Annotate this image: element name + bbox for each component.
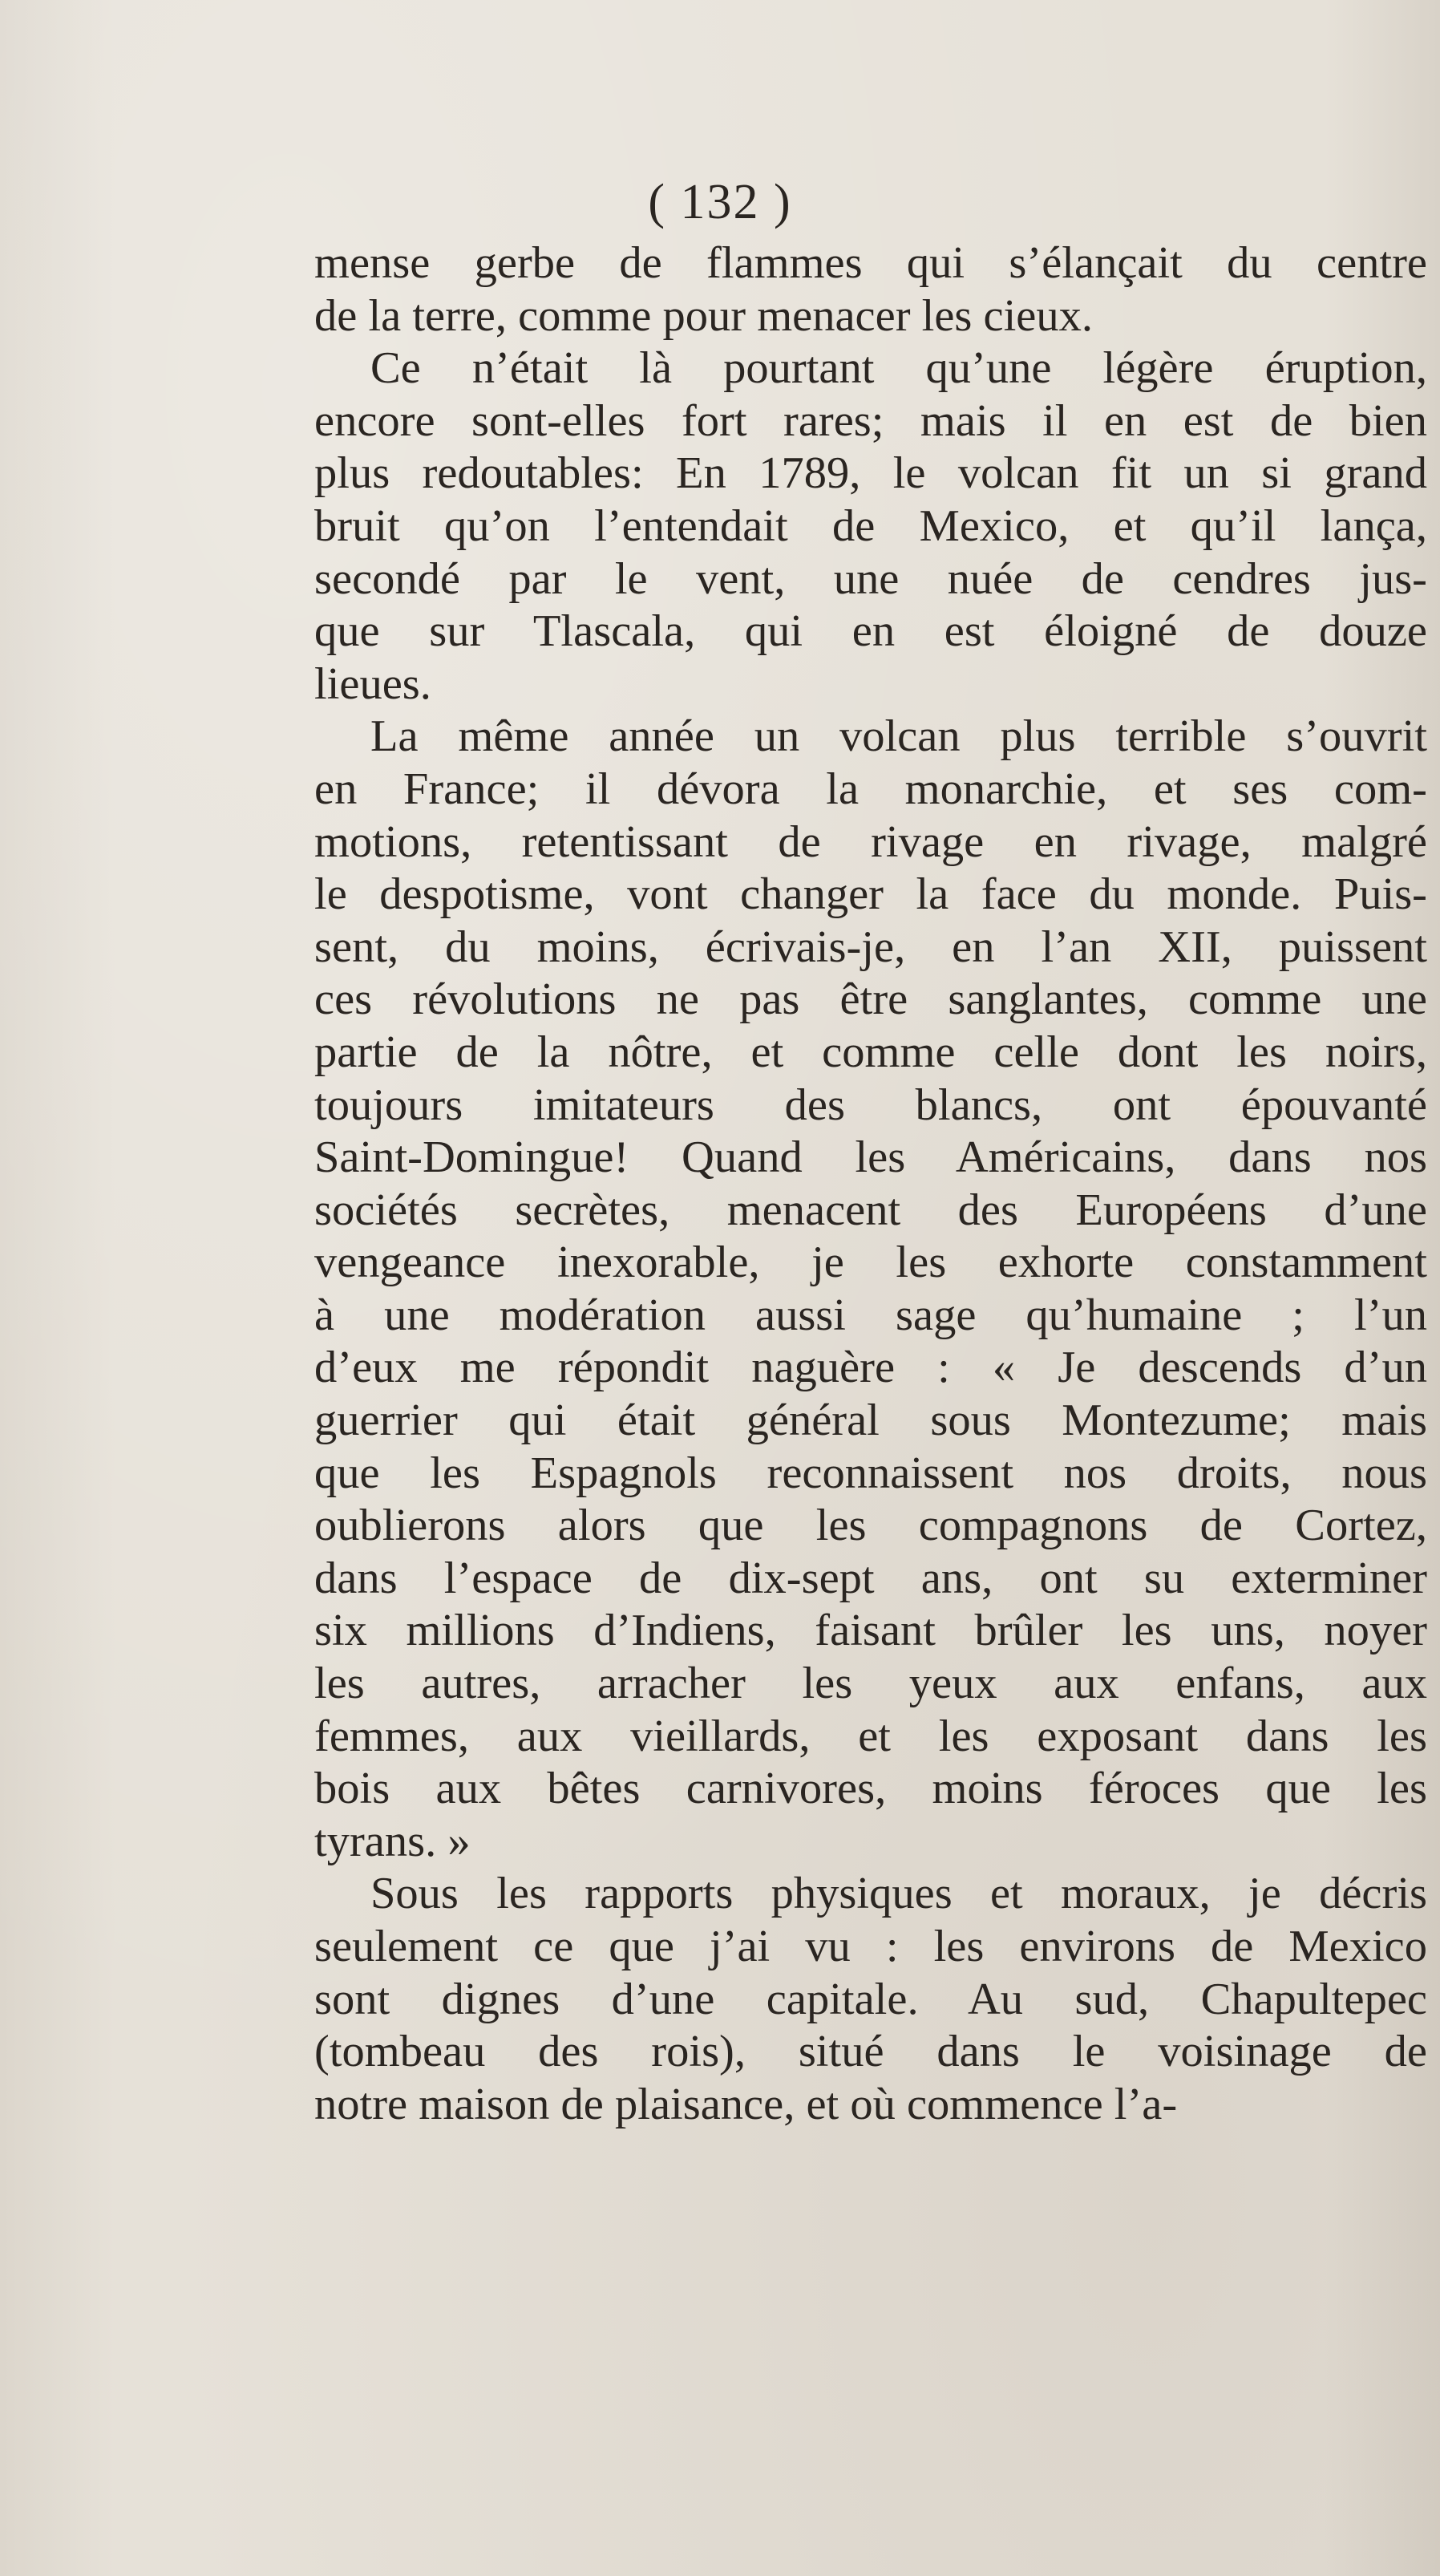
text-line: les autres, arracher les yeux aux enfans, aux [314, 1659, 1427, 1709]
text-line: partie de la nôtre, et comme celle dont les noirs, [314, 1027, 1427, 1077]
text-line: La même année un volcan plus terrible s’ouvrit [370, 711, 1427, 762]
text-line: vengeance inexorable, je les exhorte constamment [314, 1237, 1427, 1288]
text-line: bois aux bêtes carnivores, moins féroces que les [314, 1764, 1427, 1814]
page-number: ( 132 ) [648, 175, 792, 229]
text-line: toujours imitateurs des blancs, ont épouvanté [314, 1079, 1427, 1130]
text-line: secondé par le vent, une nuée de cendres jus- [314, 553, 1427, 604]
text-line: le despotisme, vont changer la face du monde. Puis- [314, 869, 1427, 920]
text-line: notre maison de plaisance, et où commence l’a- [314, 2079, 1178, 2129]
text-line: seulement ce que j’ai vu : les environs de Mexico [314, 1922, 1427, 1971]
text-line: en France; il dévora la monarchie, et ses com- [314, 763, 1427, 814]
body-text [314, 237, 1427, 2131]
text-line: que les Espagnols reconnaissent nos droits, nous [314, 1448, 1427, 1498]
paragraph [314, 237, 1427, 342]
text-line: à une modération aussi sage qu’humaine ; l’un [314, 1290, 1427, 1340]
text-line: femmes, aux vieillards, et les exposant dans les [314, 1711, 1427, 1761]
text-line: guerrier qui était général sous Montezume; mais [314, 1395, 1427, 1446]
text-line: Ce n’était là pourtant qu’une légère éruption, [370, 343, 1427, 394]
text-line: (tombeau des rois), situé dans le voisinage de [314, 2027, 1427, 2077]
text-line: Saint-Domingue! Quand les Américains, dans nos [314, 1132, 1427, 1183]
text-line: sociétés secrètes, menacent des Européens d’une [314, 1185, 1427, 1235]
text-line: sent, du moins, écrivais-je, en l’an XII, puissent [314, 921, 1427, 972]
text-line: lieues. [314, 658, 431, 709]
text-line: encore sont-elles fort rares; mais il en est de bien [314, 395, 1427, 446]
text-line: dans l’espace de dix-sept ans, ont su exterminer [314, 1553, 1427, 1603]
text-line: Sous les rapports physiques et moraux, je décris [370, 1869, 1427, 1919]
text-line: motions, retentissant de rivage en rivage, malgré [314, 816, 1427, 867]
text-line: que sur Tlascala, qui en est éloigné de douze [314, 606, 1427, 657]
paragraph [314, 1868, 1427, 2131]
text-line: d’eux me répondit naguère : « Je descends d’un [314, 1343, 1427, 1393]
text-line: bruit qu’on l’entendait de Mexico, et qu’il lança, [314, 500, 1427, 551]
text-line: sont dignes d’une capitale. Au sud, Chapultepec [314, 1974, 1427, 2024]
text-line: oublierons alors que les compagnons de Cortez, [314, 1501, 1427, 1551]
text-line: de la terre, comme pour menacer les cieux. [314, 290, 1094, 341]
text-line: mense gerbe de flammes qui s’élançait du centre [314, 238, 1427, 288]
text-line: tyrans. » [314, 1816, 471, 1866]
text-line: ces révolutions ne pas être sanglantes, comme une [314, 974, 1427, 1025]
paragraph [314, 711, 1427, 1868]
paragraph [314, 342, 1427, 711]
text-line: six millions d’Indiens, faisant brûler les uns, noyer [314, 1606, 1427, 1656]
text-line: plus redoutables: En 1789, le volcan fit un si grand [314, 448, 1427, 499]
